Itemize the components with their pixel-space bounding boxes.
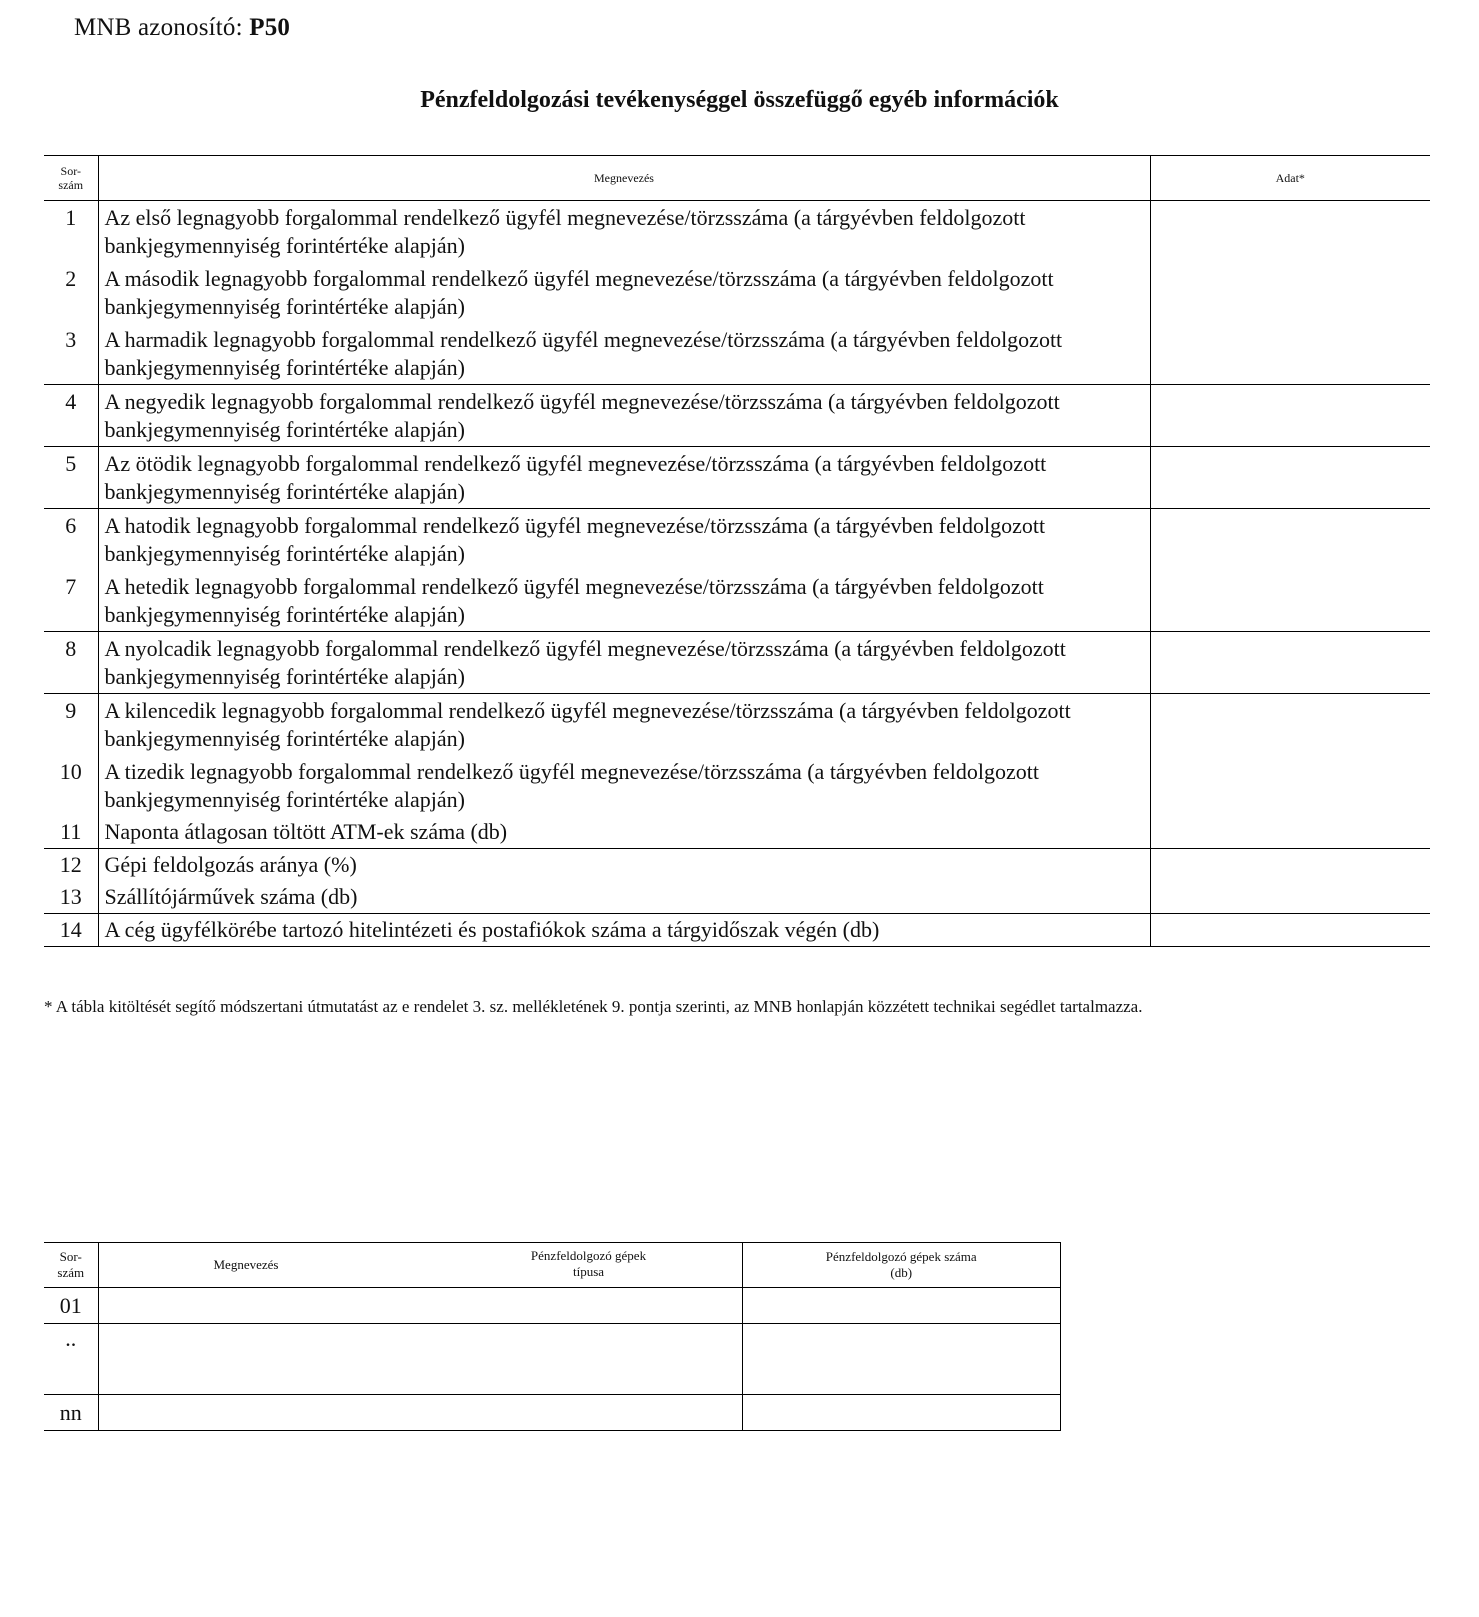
- row-number: 10: [59, 759, 82, 784]
- row-count-cell[interactable]: [742, 1324, 1061, 1395]
- table-row: [44, 755, 1430, 816]
- header-tipus: Pénzfeldolgozó gépek típusa: [530, 1248, 647, 1279]
- table-row: [44, 1395, 1061, 1431]
- row-label: A hetedik legnagyobb forgalommal rendelkező ügyfél megnevezése/törzsszáma (a tárgyévben feldolgozott bankjegymennyiség forintértéke alapján): [98, 570, 1150, 632]
- row-label: A cég ügyfélkörébe tartozó hitelintézeti és postafiókok száma a tárgyidőszak végén (db): [98, 914, 1150, 947]
- row-number: 01: [59, 1292, 82, 1318]
- row-number: ..: [65, 1326, 77, 1351]
- row-label: A hatodik legnagyobb forgalommal rendelkező ügyfél megnevezése/törzsszáma (a tárgyévben feldolgozott bankjegymennyiség forintértéke alapján): [98, 509, 1150, 571]
- row-value-cell[interactable]: [1150, 849, 1430, 882]
- row-label: Az ötödik legnagyobb forgalommal rendelkező ügyfél megnevezése/törzsszáma (a tárgyévben feldolgozott bankjegymennyiség forintértéke alapján): [98, 447, 1150, 509]
- machines-table: [44, 1242, 1061, 1431]
- row-megnevezes-cell[interactable]: [98, 1395, 742, 1431]
- row-value-cell[interactable]: [1150, 447, 1430, 509]
- row-value-cell[interactable]: [1150, 914, 1430, 947]
- row-value-cell[interactable]: [1150, 323, 1430, 385]
- row-megnevezes-cell[interactable]: [98, 1288, 742, 1324]
- mnb-identifier: [74, 14, 290, 42]
- table-row: [44, 570, 1430, 632]
- mnb-label: MNB azonosító:: [74, 14, 243, 41]
- row-number: nn: [59, 1399, 82, 1425]
- header-megnevezes: Megnevezés: [98, 156, 1150, 201]
- row-value-cell[interactable]: [1150, 509, 1430, 571]
- row-label: Naponta átlagosan töltött ATM-ek száma (db): [98, 816, 1150, 849]
- row-count-cell[interactable]: [742, 1395, 1061, 1431]
- row-count-cell[interactable]: [742, 1288, 1061, 1324]
- row-number: 5: [65, 451, 77, 476]
- row-value-cell[interactable]: [1150, 881, 1430, 914]
- row-number: 1: [65, 205, 77, 230]
- table-row: [44, 632, 1430, 694]
- table-row: [44, 509, 1430, 571]
- row-number: 9: [65, 698, 77, 723]
- row-number: 2: [65, 266, 77, 291]
- table-row: [44, 694, 1430, 756]
- header-gepek-szama: Pénzfeldolgozó gépek száma (db): [742, 1243, 1061, 1288]
- row-number: 14: [59, 917, 82, 942]
- row-value-cell[interactable]: [1150, 694, 1430, 756]
- row-label: A harmadik legnagyobb forgalommal rendelkező ügyfél megnevezése/törzsszáma (a tárgyévben feldolgozott bankjegymennyiség forintértéke alapján): [98, 323, 1150, 385]
- row-value-cell[interactable]: [1150, 201, 1430, 263]
- row-label: A negyedik legnagyobb forgalommal rendelkező ügyfél megnevezése/törzsszáma (a tárgyévben feldolgozott bankjegymennyiség forintértéke alapján): [98, 385, 1150, 447]
- table-row: [44, 1288, 1061, 1324]
- row-label: A tizedik legnagyobb forgalommal rendelkező ügyfél megnevezése/törzsszáma (a tárgyévben feldolgozott bankjegymennyiség forintértéke alapján): [98, 755, 1150, 816]
- row-value-cell[interactable]: [1150, 262, 1430, 323]
- row-label: A második legnagyobb forgalommal rendelkező ügyfél megnevezése/törzsszáma (a tárgyévben feldolgozott bankjegymennyiség forintértéke alapján): [98, 262, 1150, 323]
- row-label: Az első legnagyobb forgalommal rendelkező ügyfél megnevezése/törzsszáma (a tárgyévben feldolgozott bankjegymennyiség forintértéke alapján): [98, 201, 1150, 263]
- table-row: [44, 201, 1430, 263]
- table-row: [44, 849, 1430, 882]
- row-number: 13: [59, 884, 82, 909]
- header-megnevezes: Megnevezés: [213, 1257, 279, 1272]
- row-number: 7: [65, 574, 77, 599]
- row-label: A nyolcadik legnagyobb forgalommal rendelkező ügyfél megnevezése/törzsszáma (a tárgyévben feldolgozott bankjegymennyiség forintértéke alapján): [98, 632, 1150, 694]
- table-row: [44, 385, 1430, 447]
- row-value-cell[interactable]: [1150, 632, 1430, 694]
- header-adat: Adat*: [1150, 156, 1430, 201]
- header-sorszam: Sor- szám: [58, 164, 84, 192]
- table-row: [44, 1324, 1061, 1395]
- table-row: [44, 914, 1430, 947]
- footnote: * A tábla kitöltését segítő módszertani útmutatást az e rendelet 3. sz. mellékletének 9. pontja szerinti, az MNB honlapján közzétett technikai segédlet tartalmazza.: [44, 997, 1143, 1016]
- table-row: [44, 323, 1430, 385]
- page-title: Pénzfeldolgozási tevékenységgel összefüggő egyéb információk: [420, 87, 1059, 113]
- row-value-cell[interactable]: [1150, 570, 1430, 632]
- row-value-cell[interactable]: [1150, 385, 1430, 447]
- mnb-code: P50: [249, 14, 291, 41]
- header-sorszam: Sor- szám: [57, 1249, 85, 1280]
- row-number: 4: [65, 389, 77, 414]
- row-value-cell[interactable]: [1150, 755, 1430, 816]
- table-row: [44, 816, 1430, 849]
- row-label: Gépi feldolgozás aránya (%): [98, 849, 1150, 882]
- row-number: 6: [65, 513, 77, 538]
- table-row: [44, 881, 1430, 914]
- row-number: 3: [65, 327, 77, 352]
- row-number: 12: [59, 852, 82, 877]
- info-table: [44, 155, 1430, 947]
- table-row: [44, 447, 1430, 509]
- table-row: [44, 262, 1430, 323]
- row-number: 11: [60, 819, 82, 844]
- row-value-cell[interactable]: [1150, 816, 1430, 849]
- row-megnevezes-cell[interactable]: [98, 1324, 742, 1395]
- row-label: Szállítójárművek száma (db): [98, 881, 1150, 914]
- row-label: A kilencedik legnagyobb forgalommal rendelkező ügyfél megnevezése/törzsszáma (a tárgyévben feldolgozott bankjegymennyiség forintértéke alapján): [98, 694, 1150, 756]
- row-number: 8: [65, 636, 77, 661]
- header-megnevezes-tipus: [98, 1243, 742, 1288]
